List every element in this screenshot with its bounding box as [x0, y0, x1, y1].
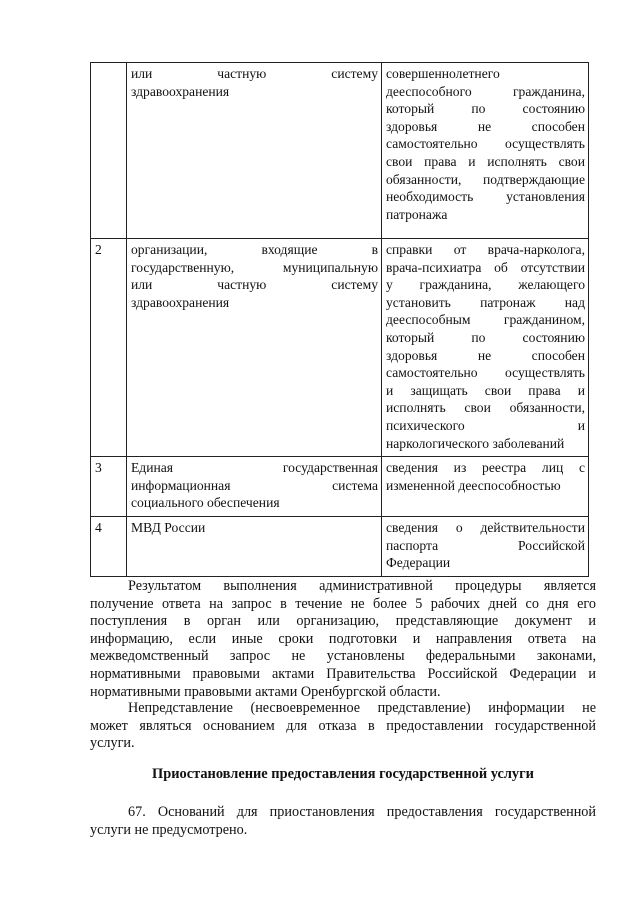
information-cell-line: который по состоянию — [386, 101, 585, 117]
information-cell-line: измененной дееспособностью — [386, 477, 561, 493]
information-cell-line: обязанности, подтверждающие — [386, 171, 585, 187]
organization-cell-line: социального обеспечения — [131, 495, 280, 511]
information-cell-line: сведения о действительности — [386, 519, 585, 535]
information-cell — [382, 63, 589, 239]
information-cell-line: здоровья не способен — [386, 347, 585, 363]
information-cell-line: патронажа — [386, 206, 448, 222]
paragraph-line: услуги не предусмотрено. — [90, 821, 248, 838]
paragraph-line: получение ответа на запрос в течение не более 5 рабочих дней со дня его — [90, 595, 596, 612]
information-cell-line: совершеннолетнего — [386, 66, 500, 81]
row-number-cell — [91, 63, 127, 239]
information-cell-line: установить патронаж над — [386, 294, 585, 310]
information-cell-line: Федерации — [386, 555, 451, 571]
clause-67-paragraph — [90, 804, 596, 839]
section-heading: Приостановление предоставления государственной услуги — [152, 766, 534, 782]
organization-cell-line: информационная система — [131, 477, 378, 493]
paragraph-line: Непредставление (несвоевременное представление) информации не — [128, 700, 596, 716]
organization-cell — [127, 516, 382, 576]
organization-cell-line: государственную, муниципальную — [131, 259, 378, 275]
result-paragraph — [90, 578, 596, 701]
row-number-cell: 3 — [91, 457, 127, 517]
row-number-cell: 2 — [91, 239, 127, 457]
table-row — [91, 457, 589, 517]
non-submission-paragraph — [90, 700, 596, 753]
information-cell-line: дееспособным гражданином, — [386, 312, 585, 328]
information-cell-line: здоровья не способен — [386, 118, 585, 134]
organization-cell-line: здравоохранения — [131, 294, 230, 310]
information-cell-line: паспорта Российской — [386, 537, 585, 553]
paragraph-line: Результатом выполнения административной процедуры является — [128, 578, 596, 594]
information-cell-line: самостоятельно осуществлять — [386, 365, 585, 381]
information-cell-line: который по состоянию — [386, 329, 585, 345]
information-cell-line: наркологического заболеваний — [386, 435, 565, 451]
table-row — [91, 63, 589, 239]
organization-cell — [127, 457, 382, 517]
organization-cell-line: Единая государственная — [131, 460, 378, 476]
information-cell-line: врача-психиатра об отсутствии — [386, 259, 585, 275]
organization-cell — [127, 239, 382, 457]
information-cell-line: у гражданина, желающего — [386, 277, 585, 293]
paragraph-line: информацию, если иные сроки подготовки и направления ответа на — [90, 630, 596, 647]
information-cell-line: справки от врача-нарколога, — [386, 242, 585, 257]
organization-cell-line: организации, входящие в — [131, 242, 378, 257]
organization-cell-line: или частную систему — [131, 66, 378, 81]
information-cell-line: необходимость установления — [386, 189, 585, 205]
information-cell-line: самостоятельно осуществлять — [386, 136, 585, 152]
information-cell-line: исполнять свои обязанности, — [386, 400, 585, 416]
table-row — [91, 516, 589, 576]
paragraph-line: нормативными правовыми актами Оренбургской области. — [90, 683, 441, 700]
organization-cell — [127, 63, 382, 239]
paragraph-line: 67. Оснований для приостановления предоставления государственной — [128, 804, 596, 820]
paragraph-line: межведомственный запрос не установлены федеральными законами, — [90, 648, 596, 665]
information-cell-line: дееспособного гражданина, — [386, 83, 585, 99]
paragraph-line: поступления в орган или организацию, представляющие документ и — [90, 613, 596, 630]
information-cell — [382, 516, 589, 576]
paragraph-line: услуги. — [90, 735, 135, 752]
table-row — [91, 239, 589, 457]
information-cell — [382, 457, 589, 517]
row-number-cell: 4 — [91, 516, 127, 576]
paragraph-line: нормативными правовыми актами Правительства Российской Федерации и — [90, 665, 596, 682]
information-cell-line: сведения из реестра лиц с — [386, 460, 585, 476]
paragraph-line: может являться основанием для отказа в предоставлении государственной — [90, 717, 596, 734]
organization-cell-line: здравоохранения — [131, 83, 230, 99]
information-cell — [382, 239, 589, 457]
information-cell-line: психического и — [386, 417, 585, 433]
organization-cell-line: МВД России — [131, 519, 206, 535]
interagency-request-table — [90, 62, 589, 577]
organization-cell-line: или частную систему — [131, 277, 378, 293]
information-cell-line: свои права и исполнять свои — [386, 153, 585, 169]
information-cell-line: и защищать свои права и — [386, 382, 585, 398]
